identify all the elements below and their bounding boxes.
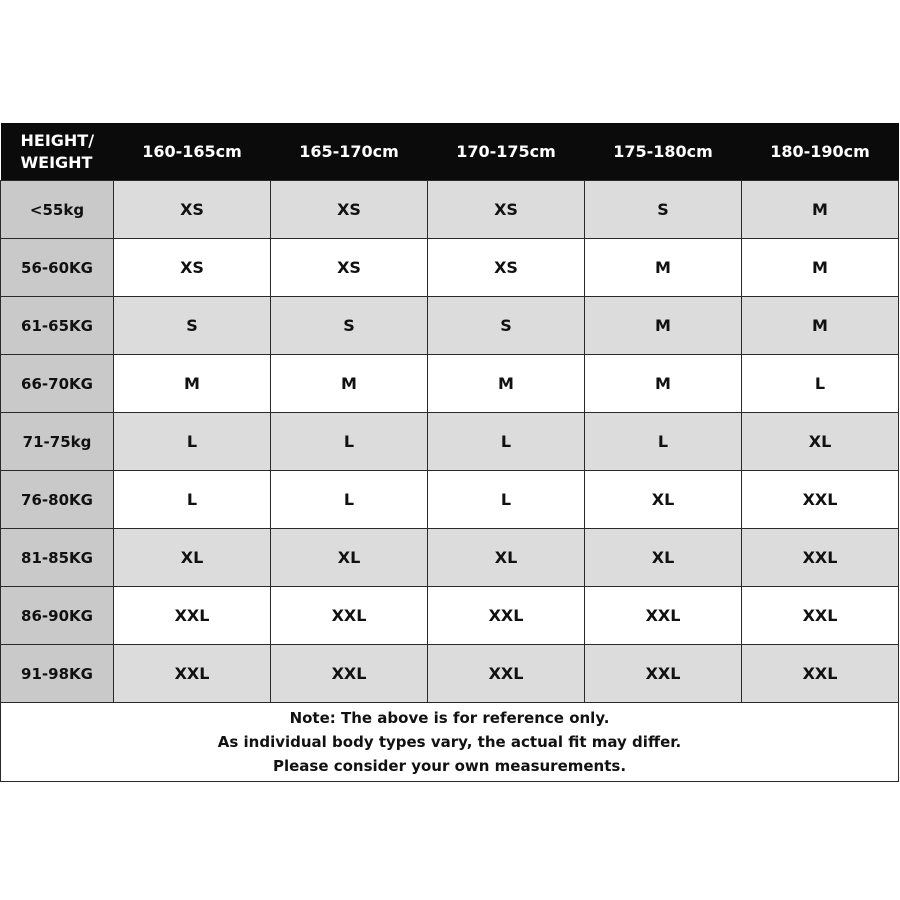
row-header: 86-90KG (1, 587, 114, 645)
table-row (1, 181, 899, 239)
column-header: 170-175cm (428, 123, 585, 181)
size-cell: M (585, 297, 742, 355)
column-header: 165-170cm (271, 123, 428, 181)
size-cell: L (428, 471, 585, 529)
size-cell: XXL (742, 471, 899, 529)
size-cell: XXL (114, 587, 271, 645)
size-cell: XXL (114, 645, 271, 703)
size-cell: XL (742, 413, 899, 471)
size-cell: M (742, 239, 899, 297)
table-row (1, 239, 899, 297)
size-cell: XL (585, 529, 742, 587)
size-cell: M (742, 181, 899, 239)
size-cell: L (428, 413, 585, 471)
size-cell: XXL (585, 645, 742, 703)
table-row (1, 355, 899, 413)
row-header: 61-65KG (1, 297, 114, 355)
size-cell: XXL (271, 645, 428, 703)
table-row (1, 297, 899, 355)
size-cell: XS (428, 181, 585, 239)
table-row (1, 587, 899, 645)
size-cell: XS (271, 239, 428, 297)
row-header: 71-75kg (1, 413, 114, 471)
size-chart (0, 123, 899, 782)
size-cell: M (428, 355, 585, 413)
size-cell: XXL (742, 645, 899, 703)
size-cell: XXL (428, 587, 585, 645)
row-header: 81-85KG (1, 529, 114, 587)
size-cell: XS (271, 181, 428, 239)
size-cell: XXL (271, 587, 428, 645)
table-row (1, 471, 899, 529)
reference-note (0, 703, 899, 782)
size-cell: L (271, 471, 428, 529)
note-line: As individual body types vary, the actual fit may differ. (217, 733, 682, 751)
row-header: 76-80KG (1, 471, 114, 529)
size-cell: XXL (585, 587, 742, 645)
corner-header (1, 123, 114, 181)
size-cell: XL (271, 529, 428, 587)
size-cell: XXL (742, 529, 899, 587)
column-header: 180-190cm (742, 123, 899, 181)
size-cell: M (585, 355, 742, 413)
note-line: Note: The above is for reference only. (289, 709, 610, 727)
size-cell: S (271, 297, 428, 355)
table-row (1, 529, 899, 587)
size-cell: S (114, 297, 271, 355)
size-cell: S (428, 297, 585, 355)
corner-header-line1: HEIGHT/ (20, 130, 95, 150)
size-table (0, 123, 899, 703)
size-cell: L (114, 413, 271, 471)
size-cell: M (114, 355, 271, 413)
corner-header-line2: WEIGHT (20, 152, 93, 172)
table-row (1, 413, 899, 471)
size-cell: L (271, 413, 428, 471)
row-header: 56-60KG (1, 239, 114, 297)
size-cell: XL (114, 529, 271, 587)
row-header: <55kg (1, 181, 114, 239)
row-header: 91-98KG (1, 645, 114, 703)
size-cell: M (742, 297, 899, 355)
column-header: 175-180cm (585, 123, 742, 181)
size-cell: XS (114, 239, 271, 297)
table-row (1, 645, 899, 703)
size-cell: XXL (742, 587, 899, 645)
table-header-row (1, 123, 899, 181)
size-cell: M (585, 239, 742, 297)
row-header: 66-70KG (1, 355, 114, 413)
size-cell: XXL (428, 645, 585, 703)
size-cell: L (742, 355, 899, 413)
size-cell: L (585, 413, 742, 471)
size-cell: XL (585, 471, 742, 529)
size-cell: S (585, 181, 742, 239)
note-line: Please consider your own measurements. (272, 757, 627, 775)
size-cell: XL (428, 529, 585, 587)
size-cell: XS (114, 181, 271, 239)
column-header: 160-165cm (114, 123, 271, 181)
size-cell: M (271, 355, 428, 413)
size-cell: XS (428, 239, 585, 297)
size-cell: L (114, 471, 271, 529)
